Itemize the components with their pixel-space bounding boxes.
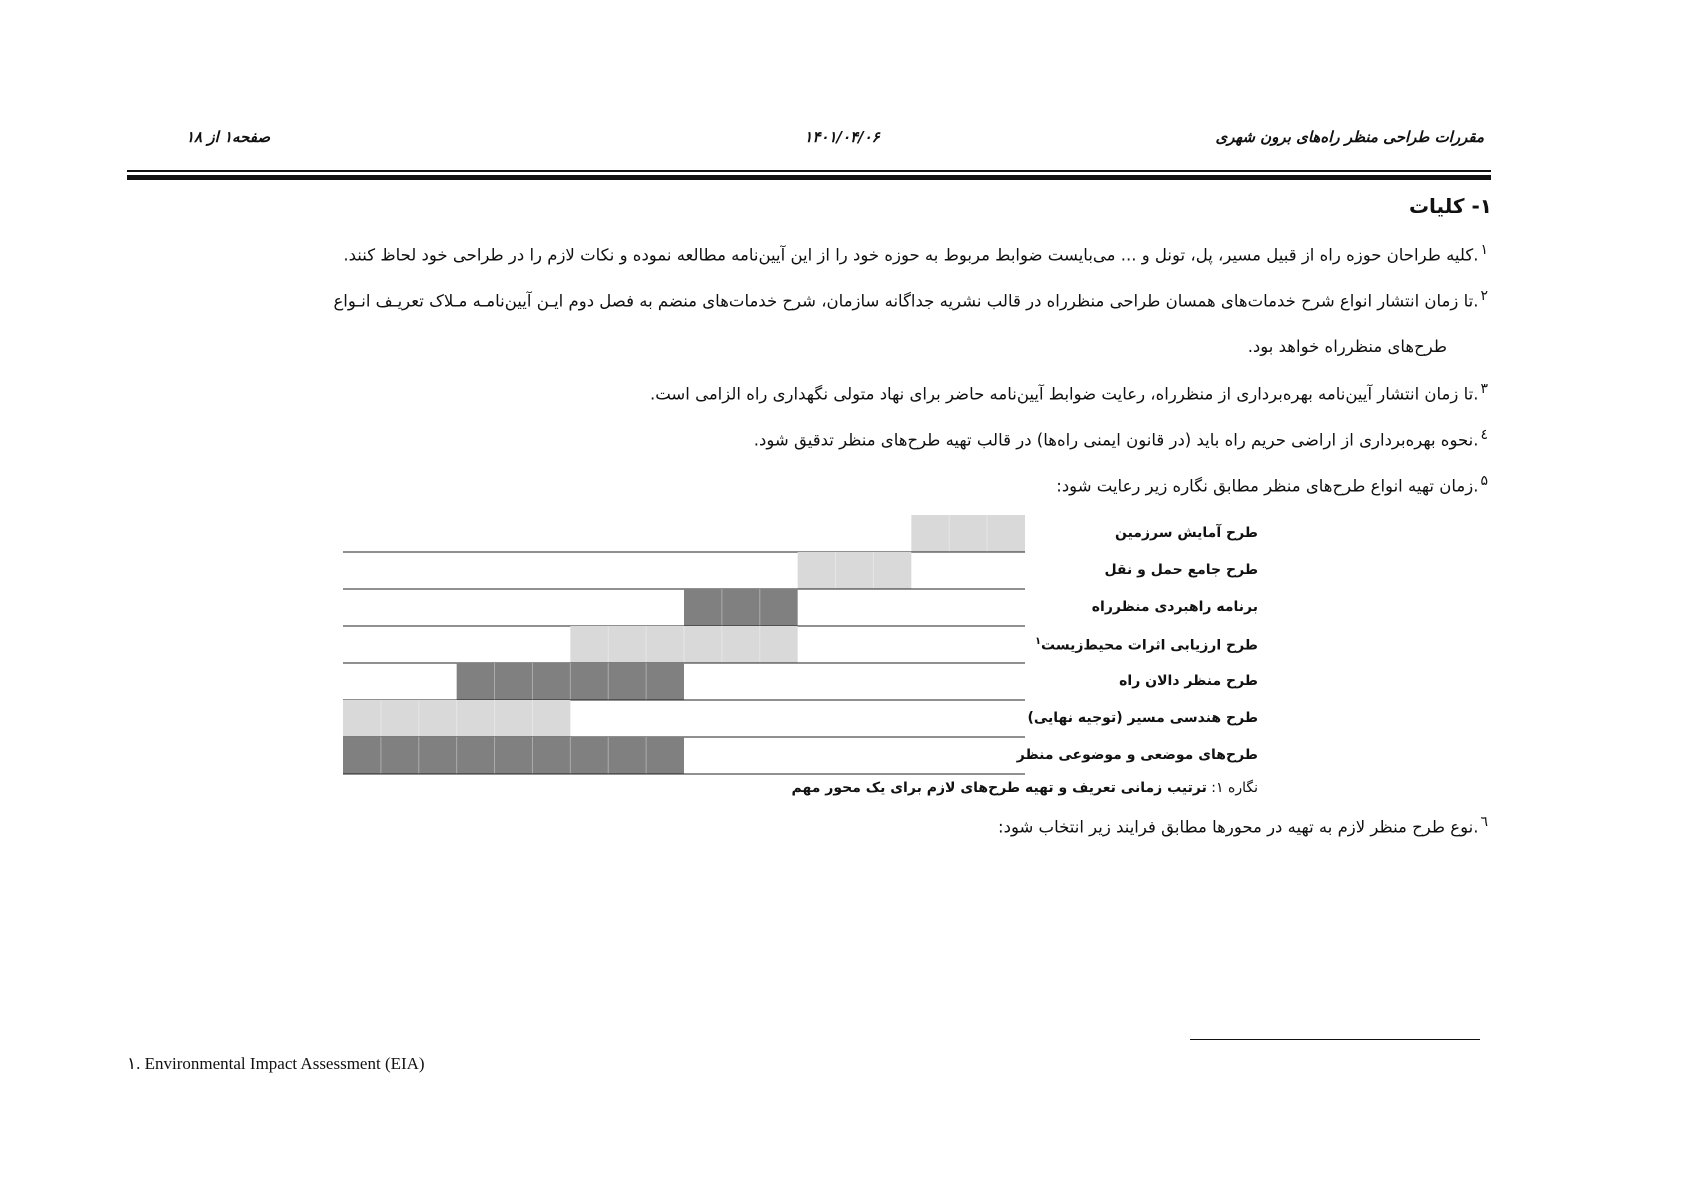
- footnote-rule: [1190, 1039, 1480, 1040]
- timeline-row-label: برنامه راهبردی منظرراه: [1091, 599, 1258, 615]
- page-number: صفحه۱ از ۱۸: [186, 128, 271, 146]
- timeline-bar: [798, 552, 912, 589]
- document-title: مقررات طراحی منظر راه‌های برون شهری: [1215, 128, 1484, 146]
- paragraph-text: .زمان تهیه انواع طرح‌های منظر مطابق نگاره زیر رعایت شود:: [1056, 476, 1479, 496]
- timeline-bar: [343, 700, 570, 737]
- paragraph-number: ٤: [1480, 427, 1488, 443]
- timeline-row-label: طرح جامع حمل و نقل: [1104, 562, 1258, 578]
- timeline-row-label: طرح هندسی مسیر (توجیه نهایی): [1027, 710, 1258, 726]
- figure-caption-prefix: نگاره ۱:: [1211, 780, 1258, 796]
- timeline-row-label: طرح‌های موضعی و موضوعی منظر: [1016, 747, 1258, 763]
- paragraph-text: طرح‌های منظرراه خواهد بود.: [1247, 337, 1447, 356]
- footnote: ۱. Environmental Impact Assessment (EIA): [127, 1054, 425, 1073]
- paragraph-2: [333, 288, 1488, 311]
- figure-caption-title: ترتیب زمانی تعریف و تهیه طرح‌های لازم برای یک محور مهم: [791, 780, 1207, 796]
- timeline-row-label: طرح آمایش سرزمین: [1114, 525, 1258, 541]
- paragraph-text: .کلیه طراحان حوزه راه از قبیل مسیر، پل، تونل و ... می‌بایست ضوابط مربوط به حوزه خود را از این آیین‌نامه مطالعه نموده و نکات لازم را در طراحی خود لحاظ کنند.: [343, 245, 1479, 265]
- paragraph-number: ۵: [1480, 473, 1488, 489]
- header-rule-thick: [127, 175, 1491, 180]
- paragraph-3: [650, 381, 1488, 404]
- paragraph-number: ۳: [1480, 381, 1488, 397]
- paragraph-5: [1056, 473, 1488, 496]
- paragraph-6: [998, 814, 1488, 837]
- paragraph-text: .نحوه بهره‌برداری از اراضی حریم راه باید (در قانون ایمنی راه‌ها) در قالب تهیه طرح‌های منظر تدقیق شود.: [753, 430, 1479, 450]
- header-rule-thin: [127, 170, 1491, 172]
- paragraph-number: ٦: [1480, 814, 1488, 830]
- paragraph-number: ۱: [1480, 242, 1488, 258]
- figure-caption: [792, 780, 1258, 796]
- paragraph-text: .تا زمان انتشار انواع شرح خدمات‌های همسان طراحی منظرراه در قالب نشریه جداگانه سازمان، شرح خدمات‌های منضم به فصل دوم ایـن آیین‌نامـه مـلاک تعریـف انـواع: [333, 291, 1479, 311]
- section-title: ۱- کلیات: [1408, 194, 1492, 218]
- document-date: ۱۴۰۱/۰۴/۰۶: [804, 128, 880, 146]
- timeline-row-label: طرح ارزیابی اثرات محیط‌زیست$^۱$: [1034, 636, 1258, 654]
- paragraph-4: [754, 427, 1488, 450]
- paragraph-number: ۲: [1480, 288, 1488, 304]
- paragraph-text: .نوع طرح منظر لازم به تهیه در محورها مطابق فرایند زیر انتخاب شود:: [998, 817, 1479, 837]
- timeline-bar: [457, 663, 684, 700]
- timeline-bar: [684, 589, 798, 626]
- paragraph-2-continuation: [1248, 337, 1447, 356]
- paragraph-text: .تا زمان انتشار آیین‌نامه بهره‌برداری از منظرراه، رعایت ضوابط آیین‌نامه حاضر برای نهاد متولی نگهداری راه الزامی است.: [649, 384, 1479, 404]
- timeline-row-label: طرح منظر دالان راه: [1119, 673, 1258, 689]
- paragraph-1: [343, 242, 1488, 265]
- timeline-bar: [911, 515, 1025, 552]
- timeline-bar: [343, 737, 684, 774]
- timeline-bar: [570, 626, 797, 663]
